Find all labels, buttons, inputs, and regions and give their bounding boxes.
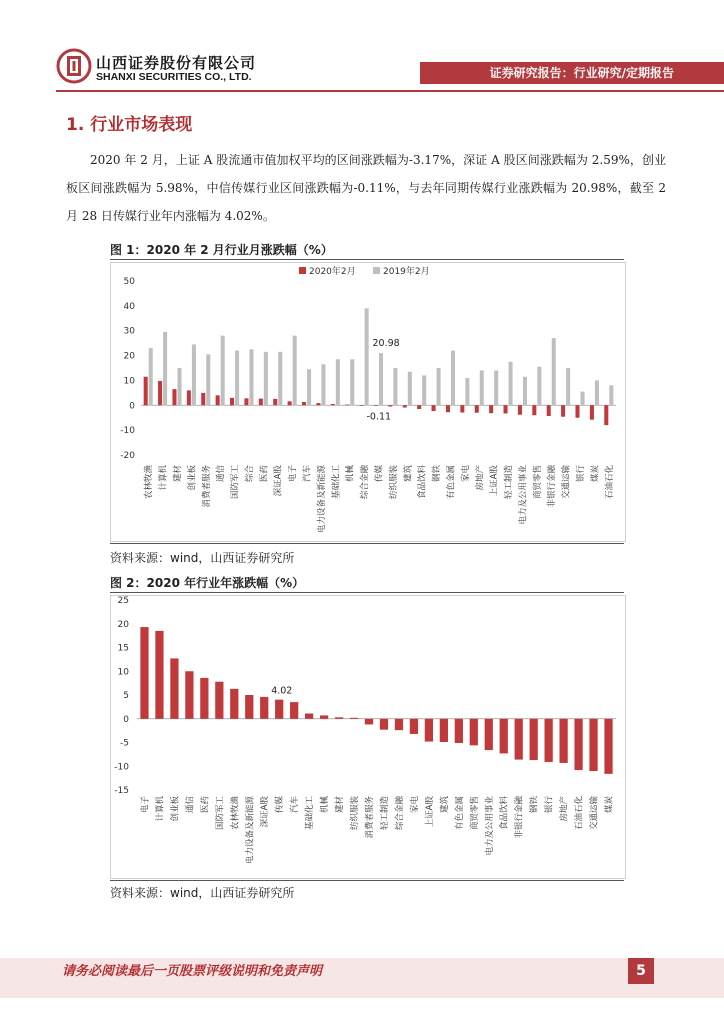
chart1-category-label: 有色金属 — [446, 465, 457, 500]
chart2-category-label: 钢铁 — [529, 796, 540, 814]
chart1-category-label: 钢铁 — [432, 465, 443, 483]
chart2-category-label: 轻工制造 — [379, 796, 390, 831]
chart1-bar-2020 — [273, 399, 277, 405]
chart2-category-label: 纺织服装 — [350, 796, 361, 831]
chart1-bar-2019 — [307, 369, 311, 405]
chart2-bar — [215, 682, 223, 719]
figure1-title: 图 1：2020 年 2 月行业月涨跌幅（%） — [110, 243, 333, 257]
chart1-bar-2019 — [609, 385, 613, 405]
chart1-bar-2020 — [432, 405, 436, 411]
chart2-ytick: -10 — [114, 762, 129, 773]
chart2-category-label: 建材 — [335, 796, 346, 814]
chart2-bar — [485, 719, 493, 750]
chart2-bar — [335, 717, 343, 718]
chart2-bar — [365, 719, 373, 725]
chart2-category-label: 有色金属 — [454, 796, 465, 831]
chart1-bar-2019 — [523, 377, 527, 406]
chart2-ytick: 10 — [117, 667, 129, 678]
chart1-bar-2020 — [374, 405, 378, 406]
chart1-category-label: 煤炭 — [590, 465, 601, 483]
chart2-bar — [290, 702, 298, 719]
chart1-category-label: 食品饮料 — [417, 465, 428, 500]
chart1-bar-2020 — [187, 390, 191, 405]
company-logo — [56, 48, 92, 88]
chart1-bar-2020 — [403, 405, 407, 407]
chart2-category-label: 房地产 — [559, 796, 570, 822]
chart1-bar-2019 — [595, 380, 599, 405]
chart2-bar — [455, 719, 463, 743]
chart2-bar — [185, 671, 193, 719]
chart2-bar — [230, 689, 238, 719]
figure2-source: 资料来源：wind，山西证券研究所 — [110, 886, 295, 900]
chart1-ytick: 50 — [123, 277, 135, 287]
chart1-bar-2020 — [489, 405, 493, 413]
chart1-bar-2019 — [494, 370, 498, 405]
chart1-bar-2019 — [480, 370, 484, 405]
chart2-bar — [200, 678, 208, 719]
chart1-bar-2020 — [388, 405, 392, 406]
chart1-category-label: 医药 — [259, 465, 270, 483]
chart1-bar-2019 — [149, 348, 153, 405]
chart1-bar-2020 — [158, 381, 162, 405]
figure2-bottom-rule — [110, 880, 624, 881]
chart1-category-label: 建材 — [172, 465, 183, 483]
chart1-bar-2020 — [475, 405, 479, 412]
figure2-chart — [110, 595, 626, 879]
chart2-ytick: 0 — [123, 714, 129, 725]
chart1-category-label: 非银行金融 — [547, 465, 558, 508]
chart1-bar-2019 — [293, 336, 297, 406]
chart1-bar-2020 — [230, 398, 234, 405]
figure1-rule — [110, 259, 624, 260]
chart2-category-label: 创业板 — [170, 796, 181, 822]
chart1-bar-2020 — [302, 402, 306, 405]
chart1-category-label: 综合金融 — [360, 465, 371, 500]
chart2-bar — [515, 719, 523, 760]
chart2-category-label: 电力设备及新能源 — [245, 796, 256, 865]
chart1-category-label: 通信 — [216, 465, 227, 483]
chart1-bar-2020 — [417, 405, 421, 409]
chart2-bar — [245, 695, 253, 719]
chart1-svg — [111, 263, 625, 541]
chart2-bar — [260, 697, 268, 719]
figure2-title: 图 2：2020 年行业年涨跌幅（%） — [110, 576, 305, 590]
chart1-bar-2020 — [144, 377, 148, 406]
chart1-ytick: -10 — [120, 426, 135, 437]
chart1-category-label: 上证A股 — [489, 465, 500, 497]
chart1-ytick: 30 — [123, 326, 135, 337]
chart1-bar-2020 — [316, 403, 320, 405]
chart1-bar-2020 — [604, 405, 608, 425]
legend-swatch-2019 — [373, 267, 380, 274]
chart2-category-label: 机械 — [320, 796, 331, 814]
chart2-ytick: -15 — [114, 786, 129, 796]
legend-label-2020: 2020年2月 — [309, 267, 356, 277]
chart1-category-label: 电力及公用事业 — [518, 465, 529, 525]
chart1-category-label: 轻工制造 — [504, 465, 515, 500]
chart2-bar — [380, 719, 388, 730]
chart1-bar-2020 — [547, 405, 551, 416]
chart1-category-label: 石油石化 — [604, 465, 615, 500]
chart2-category-label: 电子 — [140, 796, 151, 814]
chart1-bar-2020 — [504, 405, 508, 413]
chart2-category-label: 基础化工 — [305, 796, 316, 831]
chart1-bar-2020 — [345, 405, 349, 406]
chart1-bar-2019 — [336, 359, 340, 405]
chart2-bar — [470, 719, 478, 746]
chart1-bar-2020 — [331, 404, 335, 405]
chart1-category-label: 传媒 — [374, 465, 385, 483]
chart1-bar-2019 — [206, 354, 210, 405]
chart1-category-label: 消费者服务 — [201, 465, 212, 508]
chart1-category-label: 房地产 — [475, 465, 486, 491]
chart1-bar-2020 — [172, 389, 176, 405]
chart1-category-label: 国防军工 — [230, 465, 241, 500]
chart2-category-label: 食品饮料 — [499, 796, 510, 831]
footer-disclaimer: 请务必阅读最后一页股票评级说明和免责声明 — [62, 964, 323, 979]
chart2-bar — [305, 714, 313, 719]
chart1-category-label: 家电 — [460, 465, 471, 483]
chart1-bar-2020 — [201, 393, 205, 405]
chart1-bar-2020 — [244, 398, 248, 405]
chart2-ytick: 20 — [117, 619, 129, 630]
header-divider — [56, 90, 724, 92]
figure2-rule — [110, 592, 624, 593]
chart2-category-label: 汽车 — [290, 796, 301, 814]
chart2-bar — [425, 719, 433, 742]
chart2-ytick: -5 — [120, 738, 129, 749]
chart2-bar — [440, 719, 448, 742]
chart2-ytick: 5 — [123, 691, 129, 701]
chart2-category-label: 国防军工 — [215, 796, 226, 831]
chart1-bar-2020 — [575, 405, 579, 417]
chart2-bar — [140, 627, 148, 719]
chart1-bar-2020 — [518, 405, 522, 414]
chart2-category-label: 交通运输 — [589, 796, 600, 831]
chart1-bar-2019 — [192, 344, 196, 405]
chart1-bar-2019 — [581, 392, 585, 406]
chart2-category-label: 农林牧渔 — [230, 796, 241, 831]
chart1-category-label: 创业板 — [187, 465, 198, 491]
chart1-bar-2019 — [422, 375, 426, 405]
chart1-bar-2019 — [163, 332, 167, 405]
chart2-bar — [320, 715, 328, 718]
chart2-category-label: 煤炭 — [604, 796, 615, 814]
chart2-category-label: 深证A股 — [260, 796, 271, 828]
chart1-bar-2019 — [437, 368, 441, 405]
page-number: 5 — [628, 958, 654, 984]
chart1-bar-2019 — [552, 338, 556, 405]
chart1-bar-2020 — [288, 401, 292, 405]
chart2-ytick: 15 — [117, 643, 129, 654]
chart2-category-label: 银行 — [544, 796, 555, 814]
chart1-bar-2019 — [221, 336, 225, 406]
chart1-bar-2019 — [465, 378, 469, 405]
chart1-bar-2019 — [278, 352, 282, 405]
chart1-category-label: 计算机 — [158, 465, 169, 491]
chart1-category-label: 建筑 — [403, 465, 414, 483]
chart2-category-label: 家电 — [409, 796, 420, 814]
chart2-category-label: 消费者服务 — [365, 796, 376, 839]
chart2-bar — [530, 719, 538, 760]
chart1-bar-2020 — [590, 405, 594, 419]
chart1-bar-2020 — [216, 395, 220, 405]
chart2-svg — [111, 596, 625, 878]
chart2-category-label: 计算机 — [155, 796, 166, 822]
chart2-category-label: 商贸零售 — [469, 796, 480, 831]
chart2-bar — [350, 718, 358, 719]
chart1-category-label: 深证A股 — [273, 465, 284, 497]
chart1-bar-2020 — [460, 405, 464, 412]
chart2-category-label: 医药 — [200, 796, 211, 814]
chart2-category-label: 上证A股 — [424, 796, 435, 828]
logo-icon — [56, 48, 92, 84]
chart2-category-label: 电力及公用事业 — [484, 796, 495, 856]
chart1-annotation-2019: 20.98 — [372, 338, 400, 350]
chart1-category-label: 商贸零售 — [532, 465, 543, 500]
chart1-ytick: -20 — [120, 451, 135, 461]
chart1-annotation-2020: -0.11 — [366, 411, 392, 423]
chart1-ytick: 10 — [123, 376, 135, 387]
figure1-source: 资料来源：wind，山西证券研究所 — [110, 551, 295, 565]
figure1-bottom-rule — [110, 543, 624, 544]
chart2-category-label: 非银行金融 — [514, 796, 525, 839]
chart2-category-label: 建筑 — [439, 796, 450, 814]
chart2-ytick: 25 — [117, 596, 129, 606]
chart1-ytick: 0 — [129, 401, 135, 412]
chart1-bar-2019 — [264, 352, 268, 405]
chart2-bar — [559, 719, 567, 763]
chart1-bar-2020 — [446, 405, 450, 412]
chart1-ytick: 40 — [123, 301, 135, 312]
chart1-legend — [299, 265, 430, 277]
chart1-bar-2020 — [561, 405, 565, 416]
chart2-bar — [574, 719, 582, 770]
chart2-category-label: 综合金融 — [394, 796, 405, 831]
chart2-bar — [545, 719, 553, 762]
chart1-category-label: 汽车 — [302, 465, 313, 483]
chart2-bar — [170, 658, 178, 718]
chart2-category-label: 传媒 — [275, 796, 286, 814]
chart1-category-label: 综合 — [244, 465, 255, 483]
section-title: 1. 行业市场表现 — [66, 115, 193, 135]
chart1-category-label: 纺织服装 — [388, 465, 399, 500]
chart1-bar-2020 — [532, 405, 536, 415]
company-name-cn: 山西证券股份有限公司 — [96, 54, 257, 72]
chart2-annotation: 4.02 — [271, 685, 293, 697]
chart1-bar-2019 — [408, 372, 412, 406]
chart1-bar-2019 — [249, 349, 253, 405]
chart1-category-label: 机械 — [345, 465, 356, 483]
legend-label-2019: 2019年2月 — [383, 267, 430, 277]
chart1-category-label: 电子 — [288, 465, 299, 483]
chart1-bar-2019 — [379, 353, 383, 405]
chart1-bar-2019 — [566, 368, 570, 405]
chart2-bar — [589, 719, 597, 771]
figure1-chart — [110, 262, 626, 542]
chart2-bar — [395, 719, 403, 730]
chart1-bar-2020 — [360, 405, 364, 406]
chart1-bar-2019 — [235, 351, 239, 406]
chart1-category-label: 电力设备及新能源 — [316, 465, 327, 534]
chart2-bar — [500, 719, 508, 754]
chart1-bar-2019 — [321, 364, 325, 405]
chart1-bar-2019 — [393, 368, 397, 405]
chart1-category-label: 银行 — [576, 465, 587, 483]
chart1-bar-2019 — [350, 359, 354, 405]
chart1-bar-2019 — [365, 308, 369, 405]
chart1-bar-2019 — [509, 362, 513, 406]
company-name-en: SHANXI SECURITIES CO., LTD. — [96, 71, 252, 83]
chart1-bar-2019 — [177, 368, 181, 405]
chart2-category-label: 石油石化 — [574, 796, 585, 831]
chart1-category-label: 农林牧渔 — [144, 465, 155, 500]
chart1-category-label: 交通运输 — [561, 465, 572, 500]
chart2-bar — [410, 719, 418, 734]
chart2-bar — [155, 631, 163, 719]
chart1-category-label: 基础化工 — [331, 465, 342, 500]
chart2-bar — [604, 719, 612, 774]
chart1-ytick: 20 — [123, 351, 135, 362]
chart1-bar-2020 — [259, 399, 263, 406]
chart2-category-label: 通信 — [185, 796, 196, 814]
intro-paragraph — [66, 146, 666, 230]
intro-text: 2020 年 2 月，上证 A 股流通市值加权平均的区间涨跌幅为-3.17%，深证 A 股区间涨跌幅为 2.59%，创业板区间涨跌幅为 5.98%，中信传媒行业区间涨跌幅为-0.11%，与去年同期传媒行业涨跌幅为 20.98%，截至 2 月 28 日传媒行业年内涨幅为 4.02%。 — [66, 153, 666, 223]
chart1-bar-2019 — [537, 367, 541, 406]
report-type: 证券研究报告：行业研究/定期报告 — [489, 66, 674, 80]
chart2-bar — [275, 700, 283, 719]
chart1-bar-2019 — [451, 351, 455, 406]
legend-swatch-2020 — [299, 267, 306, 274]
